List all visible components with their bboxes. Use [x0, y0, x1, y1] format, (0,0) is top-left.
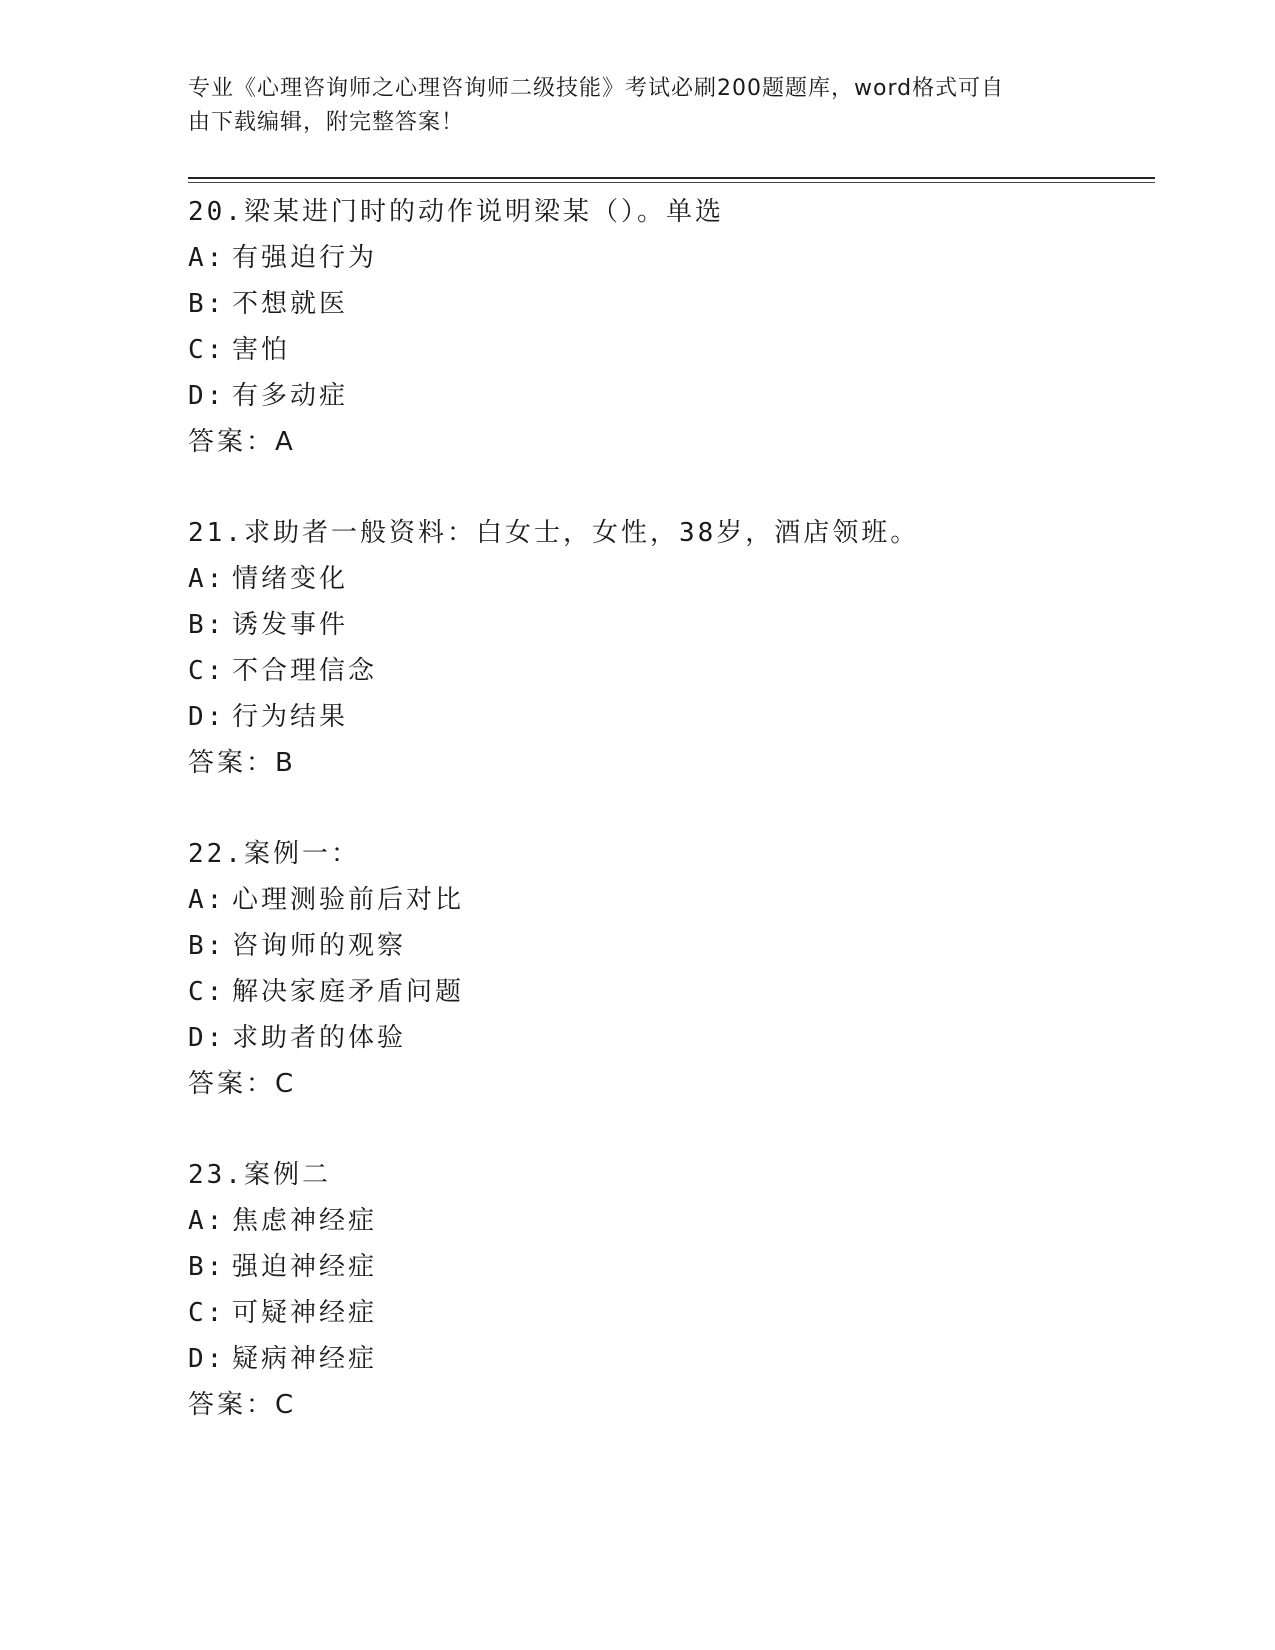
- answer-line: 答案：C: [188, 1390, 297, 1420]
- option-a: [188, 877, 1148, 923]
- option-letter: D:: [188, 1344, 226, 1374]
- option-text: 咨询师的观察: [232, 931, 407, 961]
- option-text: 求助者的体验: [232, 1023, 407, 1053]
- option-a: [188, 235, 1148, 281]
- question-list: [188, 189, 1148, 1473]
- question-title: 20.梁某进门时的动作说明梁某（）。单选: [188, 197, 724, 227]
- option-text: 有强迫行为: [232, 243, 378, 273]
- option-letter: B:: [188, 610, 226, 640]
- option-letter: A:: [188, 885, 226, 915]
- answer-line: 答案：A: [188, 427, 296, 457]
- option-b: [188, 281, 1148, 327]
- option-text: 害怕: [232, 335, 291, 365]
- option-letter: B:: [188, 1252, 226, 1282]
- option-letter: C:: [188, 656, 226, 686]
- option-letter: A:: [188, 564, 226, 594]
- option-text: 可疑神经症: [232, 1298, 378, 1328]
- option-c: [188, 969, 1148, 1015]
- question-title: 23.案例二: [188, 1160, 331, 1190]
- header-line-2: 由下载编辑，附完整答案！: [188, 110, 465, 135]
- header-line-1: 专业《心理咨询师之心理咨询师二级技能》考试必刷200题题库，word格式可自: [188, 76, 1005, 101]
- option-letter: D:: [188, 381, 226, 411]
- option-letter: A:: [188, 243, 226, 273]
- option-d: [188, 373, 1148, 419]
- header-divider-thin: [188, 182, 1155, 183]
- option-letter: D:: [188, 702, 226, 732]
- option-letter: C:: [188, 335, 226, 365]
- option-text: 诱发事件: [232, 610, 349, 640]
- option-d: [188, 1336, 1148, 1382]
- option-d: [188, 694, 1148, 740]
- option-a: [188, 1198, 1148, 1244]
- answer-line: 答案：B: [188, 748, 296, 778]
- option-c: [188, 327, 1148, 373]
- option-b: [188, 1244, 1148, 1290]
- option-text: 疑病神经症: [232, 1344, 378, 1374]
- option-letter: B:: [188, 289, 226, 319]
- option-d: [188, 1015, 1148, 1061]
- option-text: 行为结果: [232, 702, 349, 732]
- question-title: 22.案例一：: [188, 839, 360, 869]
- option-c: [188, 1290, 1148, 1336]
- option-text: 情绪变化: [232, 564, 349, 594]
- option-text: 强迫神经症: [232, 1252, 378, 1282]
- option-text: 有多动症: [232, 381, 349, 411]
- option-c: [188, 648, 1148, 694]
- option-text: 焦虑神经症: [232, 1206, 378, 1236]
- option-letter: A:: [188, 1206, 226, 1236]
- answer-line: 答案：C: [188, 1069, 297, 1099]
- option-text: 不合理信念: [232, 656, 378, 686]
- option-text: 解决家庭矛盾问题: [232, 977, 465, 1007]
- option-text: 心理测验前后对比: [232, 885, 465, 915]
- option-letter: C:: [188, 977, 226, 1007]
- option-letter: C:: [188, 1298, 226, 1328]
- option-letter: B:: [188, 931, 226, 961]
- option-a: [188, 556, 1148, 602]
- document-header: [188, 72, 1088, 140]
- option-text: 不想就医: [232, 289, 349, 319]
- question-21: [188, 510, 1148, 786]
- question-23: [188, 1152, 1148, 1428]
- option-letter: D:: [188, 1023, 226, 1053]
- question-20: [188, 189, 1148, 465]
- question-title: 21.求助者一般资料：白女士，女性，38岁，酒店领班。: [188, 518, 920, 548]
- option-b: [188, 923, 1148, 969]
- option-b: [188, 602, 1148, 648]
- header-divider-thick: [188, 177, 1155, 179]
- question-22: [188, 831, 1148, 1107]
